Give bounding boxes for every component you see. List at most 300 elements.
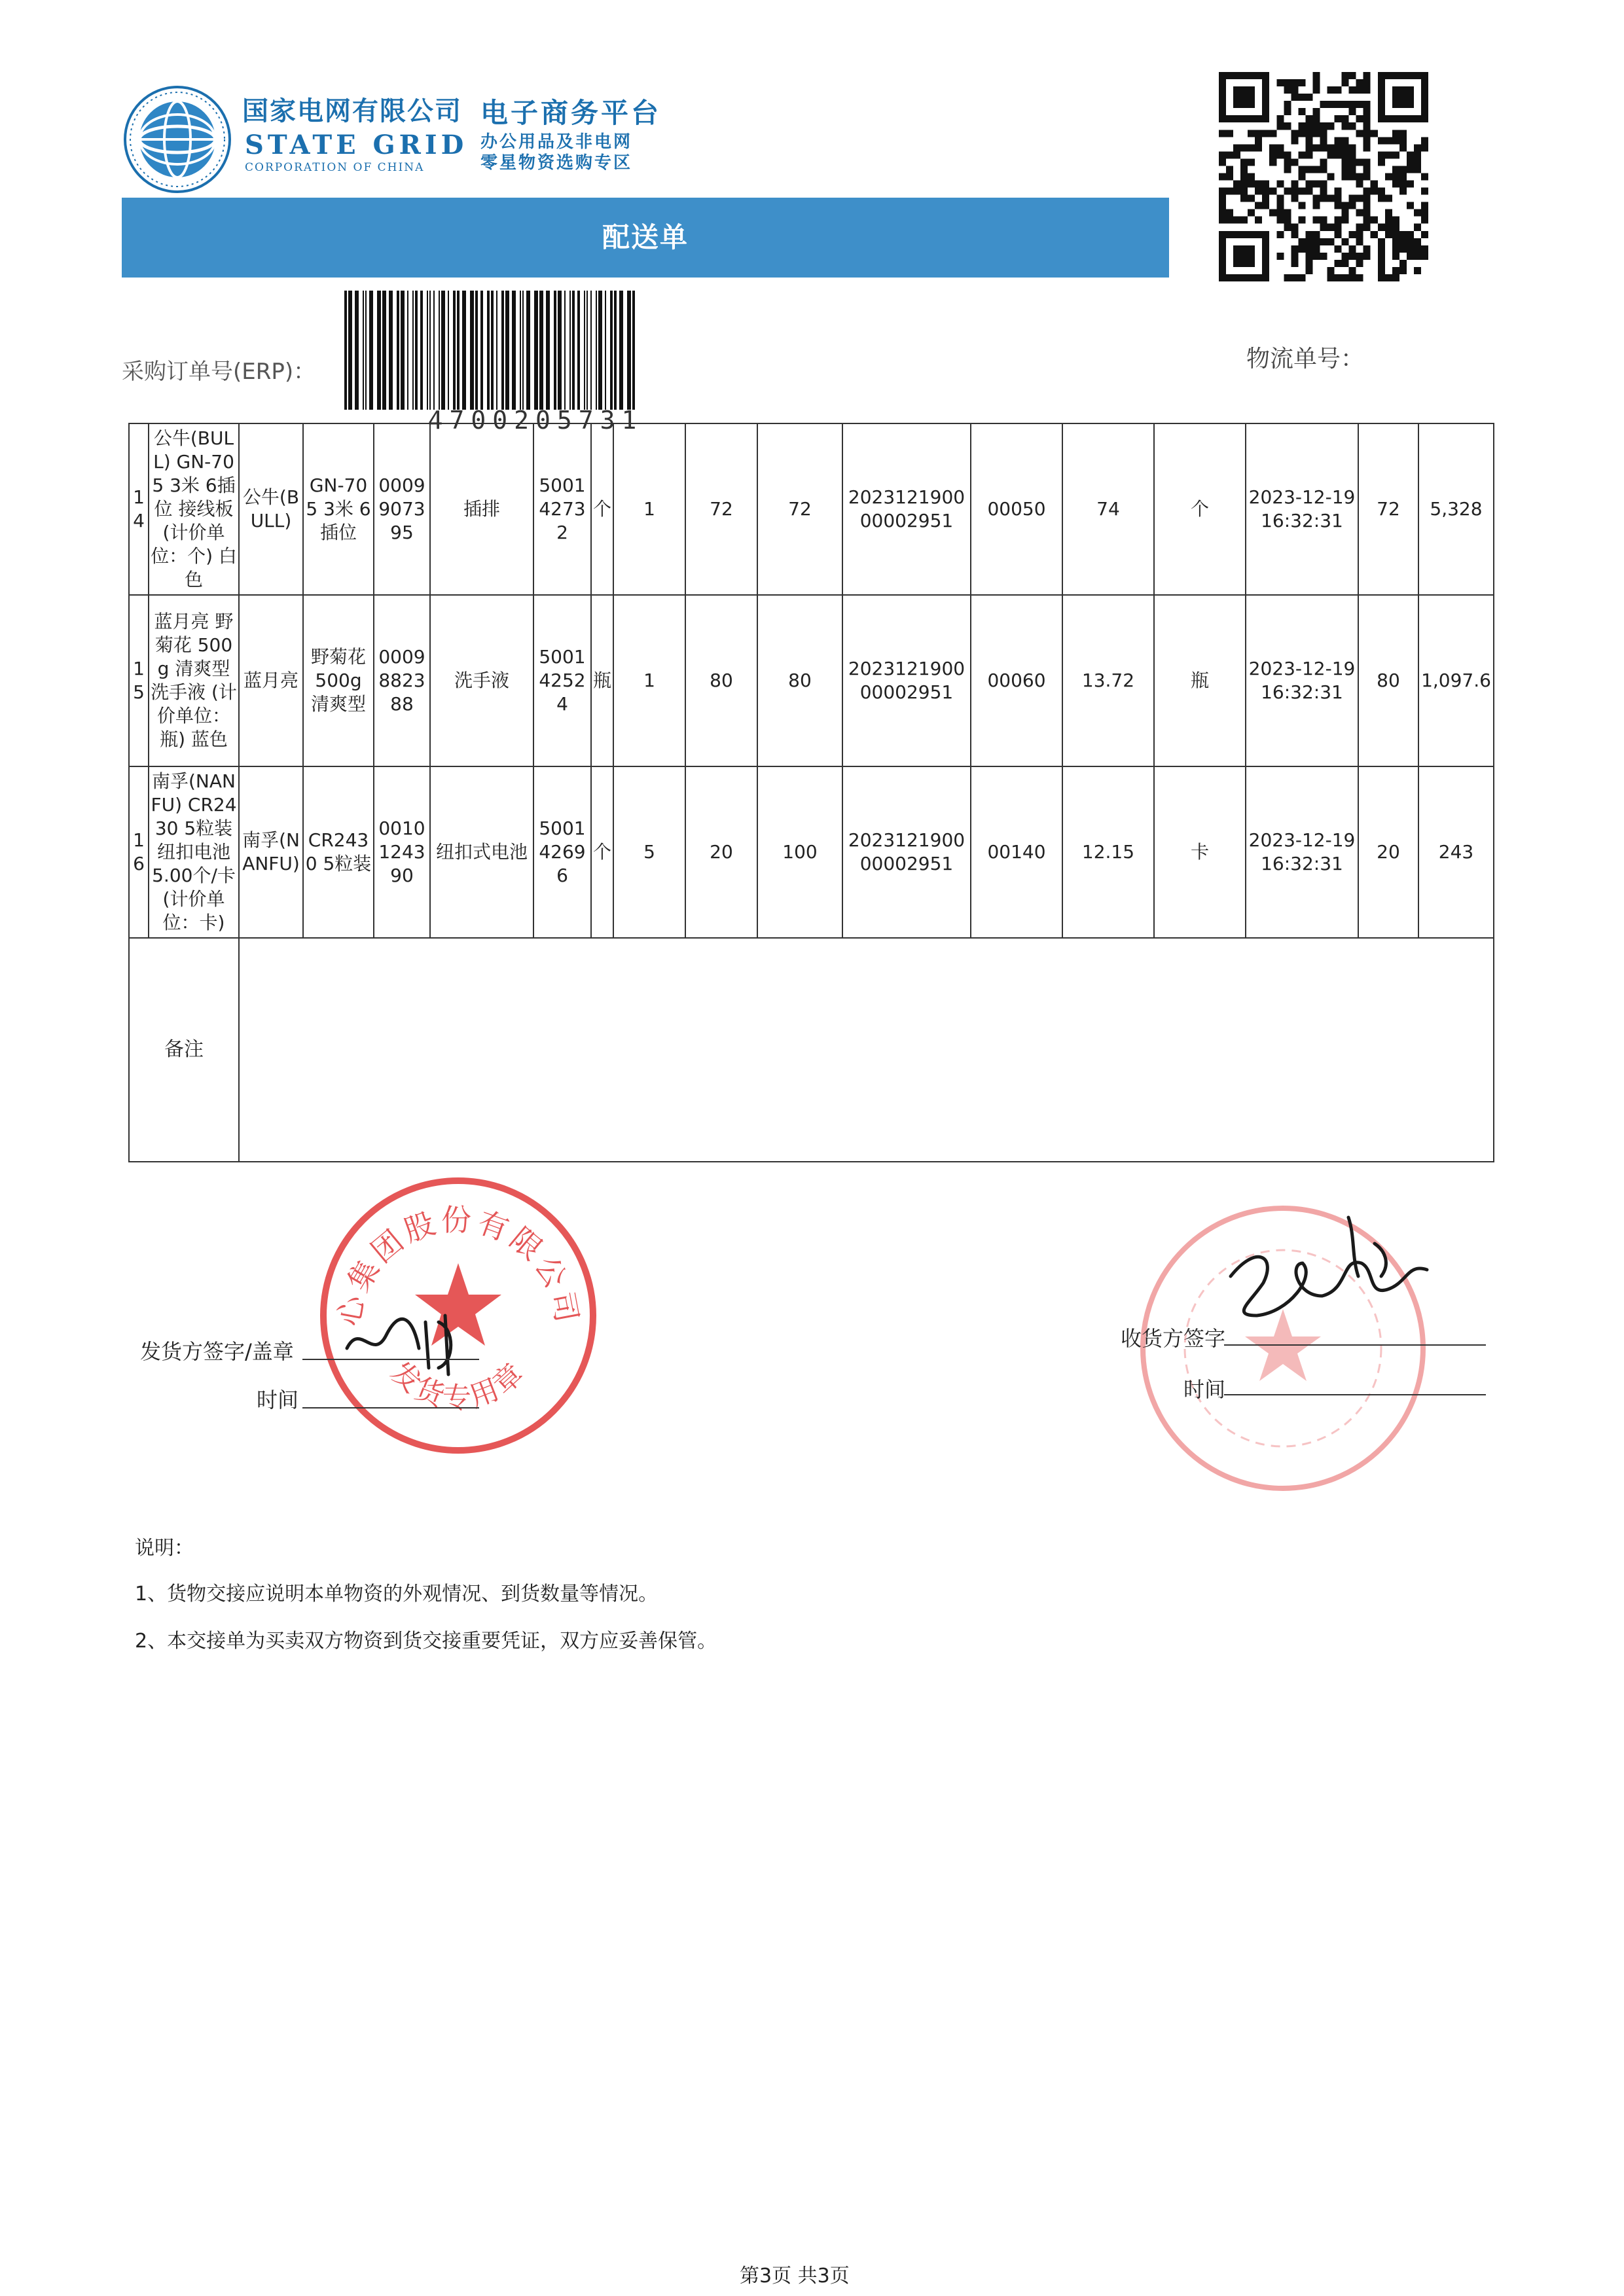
material-code-cell: 500142732 — [533, 423, 591, 595]
qr-module — [1385, 209, 1392, 217]
qr-module — [1291, 137, 1298, 144]
qr-module — [1284, 274, 1291, 281]
barcode-bar — [441, 291, 445, 410]
packing-qty-cell: 1 — [613, 423, 685, 595]
qr-module — [1312, 166, 1320, 173]
sender-time-line — [302, 1407, 479, 1408]
barcode-bar — [475, 291, 478, 410]
qr-module — [1335, 101, 1342, 108]
qr-module — [1363, 130, 1371, 137]
qr-module — [1226, 173, 1233, 180]
barcode-bar — [505, 291, 509, 410]
qr-module — [1385, 224, 1392, 231]
qr-module — [1298, 151, 1305, 158]
qr-module — [1356, 238, 1363, 245]
qr-module — [1421, 202, 1428, 209]
qr-module — [1349, 245, 1356, 253]
barcode-bar — [496, 291, 497, 410]
qr-code — [1219, 72, 1428, 281]
qr-module — [1262, 188, 1269, 195]
page-number: 第3页 共3页 — [740, 2265, 850, 2287]
qr-module — [1363, 202, 1371, 209]
packing-qty-cell: 1 — [613, 595, 685, 766]
item-description-cell: 公牛(BULL) GN-705 3米 6插位 接线板 (计价单位：个) 白色 — [149, 423, 239, 595]
qr-module — [1363, 245, 1371, 253]
qr-module — [1392, 245, 1399, 253]
qr-module — [1363, 115, 1371, 122]
qr-module — [1312, 122, 1320, 130]
company-name-en: STATE GRID — [245, 130, 468, 160]
qr-module — [1385, 217, 1392, 224]
qr-module — [1342, 217, 1349, 224]
qr-module — [1349, 158, 1356, 166]
line-amount-cell: 5,328 — [1418, 423, 1494, 595]
barcode-bar — [605, 291, 606, 410]
barcode-bar — [632, 291, 635, 410]
barcode-bar — [412, 291, 414, 410]
qr-module — [1363, 166, 1371, 173]
qr-module — [1312, 79, 1320, 86]
qr-module — [1305, 238, 1312, 245]
barcode-bar — [590, 291, 592, 410]
qr-module — [1349, 72, 1356, 79]
quantity-total-cell: 72 — [757, 423, 842, 595]
barcode-bar — [429, 291, 431, 410]
item-unit-cell: 瓶 — [591, 595, 613, 766]
qr-module — [1298, 202, 1305, 209]
qr-module — [1414, 224, 1421, 231]
qr-module — [1233, 181, 1240, 188]
table-row — [129, 766, 1494, 938]
qr-module — [1342, 151, 1349, 158]
qr-module — [1226, 217, 1233, 224]
delivery-datetime-cell: 2023-12-19 16:32:31 — [1246, 595, 1358, 766]
qr-module — [1233, 151, 1240, 158]
item-category-cell: 洗手液 — [430, 595, 533, 766]
qr-module — [1248, 130, 1255, 137]
qr-module — [1298, 166, 1305, 173]
qr-module — [1219, 173, 1226, 180]
qr-module — [1378, 151, 1385, 158]
qr-module — [1255, 181, 1262, 188]
qr-module — [1363, 108, 1371, 115]
qr-module — [1219, 217, 1226, 224]
item-spec-cell: GN-705 3米 6插位 — [303, 423, 374, 595]
qr-module — [1335, 217, 1342, 224]
sender-handwritten-signature — [340, 1302, 471, 1381]
qr-module — [1335, 137, 1342, 144]
qr-module — [1312, 202, 1320, 209]
qr-module — [1284, 188, 1291, 195]
item-unit-cell: 个 — [591, 423, 613, 595]
qr-module — [1226, 151, 1233, 158]
qr-module — [1327, 267, 1335, 274]
qr-module — [1240, 181, 1248, 188]
barcode-bar — [526, 291, 530, 410]
qr-module — [1407, 181, 1414, 188]
barcode-bar — [487, 291, 490, 410]
qr-module — [1305, 115, 1312, 122]
qr-module — [1414, 238, 1421, 245]
qr-module — [1284, 166, 1291, 173]
qr-module — [1378, 267, 1385, 274]
qr-module — [1312, 181, 1320, 188]
barcode-bar — [522, 291, 524, 410]
qr-module — [1399, 130, 1407, 137]
qr-module — [1291, 181, 1298, 188]
qr-module — [1349, 195, 1356, 202]
qr-module — [1399, 245, 1407, 253]
item-category-cell: 插排 — [430, 423, 533, 595]
qr-module — [1276, 253, 1284, 260]
qr-module — [1378, 224, 1385, 231]
qr-module — [1291, 274, 1298, 281]
receiver-handwritten-signature — [1218, 1204, 1440, 1335]
qr-module — [1392, 130, 1399, 137]
qr-module — [1349, 202, 1356, 209]
barcode-bar — [598, 291, 602, 410]
barcode-bar — [619, 291, 623, 410]
unit-price-cell: 13.72 — [1062, 595, 1154, 766]
qr-module — [1327, 173, 1335, 180]
line-number-cell: 00050 — [971, 423, 1062, 595]
state-grid-logo — [122, 84, 233, 195]
pricing-unit-cell: 卡 — [1154, 766, 1246, 938]
qr-module — [1335, 151, 1342, 158]
qr-module — [1385, 195, 1392, 202]
remarks-row — [129, 938, 1494, 1162]
qr-module — [1276, 115, 1284, 122]
qr-module — [1298, 94, 1305, 101]
qr-module — [1284, 108, 1291, 115]
qr-module — [1363, 195, 1371, 202]
qr-module — [1363, 144, 1371, 151]
barcode-bar — [554, 291, 556, 410]
item-code-cell: 0010124390 — [374, 766, 430, 938]
qr-module — [1342, 144, 1349, 151]
delivery-datetime-cell: 2023-12-19 16:32:31 — [1246, 423, 1358, 595]
qr-module — [1342, 79, 1349, 86]
barcode-bar — [627, 291, 631, 410]
qr-module — [1342, 209, 1349, 217]
note-item: 1、货物交接应说明本单物资的外观情况、到货数量等情况。 — [135, 1583, 659, 1605]
qr-module — [1407, 231, 1414, 238]
qr-module — [1356, 86, 1363, 94]
qr-module — [1363, 188, 1371, 195]
qr-module — [1385, 173, 1392, 180]
barcode-bar — [433, 291, 435, 410]
order-number-cell: 202312190000002951 — [842, 423, 971, 595]
qr-module — [1276, 209, 1284, 217]
qr-module — [1255, 137, 1262, 144]
qr-module — [1399, 144, 1407, 151]
qr-module — [1356, 253, 1363, 260]
qr-module — [1284, 224, 1291, 231]
qr-module — [1342, 122, 1349, 130]
qr-module — [1312, 72, 1320, 79]
qr-module — [1414, 245, 1421, 253]
qr-module — [1276, 181, 1284, 188]
qr-module — [1320, 195, 1327, 202]
qr-module — [1356, 260, 1363, 267]
qr-module — [1399, 181, 1407, 188]
qr-module — [1291, 158, 1298, 166]
qr-module — [1312, 86, 1320, 94]
qr-module — [1356, 115, 1363, 122]
qr-module — [1363, 158, 1371, 166]
qr-module — [1320, 130, 1327, 137]
qr-module — [1421, 173, 1428, 180]
barcode-bar — [439, 291, 440, 410]
qr-module — [1284, 101, 1291, 108]
qr-module — [1414, 209, 1421, 217]
sender-signature-label: 发货方签字/盖章 — [140, 1339, 294, 1364]
qr-module — [1276, 79, 1284, 86]
qr-module — [1363, 137, 1371, 144]
barcode-bar — [480, 291, 483, 410]
qr-module — [1312, 115, 1320, 122]
qr-module — [1414, 166, 1421, 173]
qr-module — [1335, 188, 1342, 195]
qr-module — [1320, 144, 1327, 151]
qr-module — [1240, 158, 1248, 166]
qr-module — [1262, 195, 1269, 202]
barcode-bar — [397, 291, 399, 410]
qr-module — [1421, 245, 1428, 253]
qr-module — [1269, 188, 1276, 195]
barcode-bar — [427, 291, 428, 410]
barcode-bar — [546, 291, 550, 410]
qr-module — [1399, 166, 1407, 173]
qr-module — [1219, 188, 1226, 195]
qr-module — [1335, 224, 1342, 231]
qr-module — [1248, 209, 1255, 217]
qr-module — [1421, 188, 1428, 195]
qr-module — [1305, 151, 1312, 158]
barcode-bar — [577, 291, 580, 410]
qr-module — [1305, 188, 1312, 195]
line-amount-cell: 1,097.6 — [1418, 595, 1494, 766]
qr-module — [1407, 245, 1414, 253]
qr-module — [1305, 260, 1312, 267]
qr-module — [1342, 253, 1349, 260]
qr-module — [1414, 144, 1421, 151]
qr-module — [1305, 122, 1312, 130]
qr-module — [1342, 166, 1349, 173]
qr-module — [1335, 144, 1342, 151]
material-code-cell: 500142524 — [533, 595, 591, 766]
qr-module — [1349, 151, 1356, 158]
qr-module — [1312, 253, 1320, 260]
qr-module — [1327, 224, 1335, 231]
qr-module — [1255, 217, 1262, 224]
qr-module — [1356, 158, 1363, 166]
pricing-unit-cell: 个 — [1154, 423, 1246, 595]
qr-module — [1356, 274, 1363, 281]
qr-module — [1312, 245, 1320, 253]
qr-module — [1363, 122, 1371, 130]
order-number-cell: 202312190000002951 — [842, 595, 971, 766]
qr-module — [1291, 94, 1298, 101]
quantity-total-cell: 100 — [757, 766, 842, 938]
item-brand-cell: 公牛(BULL) — [239, 423, 303, 595]
barcode-bar — [470, 291, 474, 410]
qr-module — [1219, 202, 1226, 209]
qr-module — [1320, 253, 1327, 260]
qr-module — [1291, 260, 1298, 267]
barcode-bar — [462, 291, 466, 410]
qr-module — [1349, 173, 1356, 180]
qr-module — [1219, 130, 1226, 137]
barcode-bar — [363, 291, 364, 410]
qr-finder-module — [1233, 245, 1255, 267]
barcode-bar — [584, 291, 585, 410]
qr-module — [1320, 238, 1327, 245]
qr-module — [1392, 181, 1399, 188]
qr-module — [1248, 173, 1255, 180]
qr-module — [1363, 72, 1371, 79]
qr-module — [1399, 137, 1407, 144]
qr-module — [1342, 115, 1349, 122]
qr-module — [1312, 130, 1320, 137]
unit-price-cell: 12.15 — [1062, 766, 1154, 938]
barcode-bar — [569, 291, 571, 410]
qr-module — [1335, 231, 1342, 238]
qr-module — [1349, 166, 1356, 173]
qr-module — [1356, 224, 1363, 231]
line-amount-cell: 243 — [1418, 766, 1494, 938]
platform-subtitle-1: 办公用品及非电网 — [480, 132, 633, 152]
unit-price-cell: 74 — [1062, 423, 1154, 595]
qr-module — [1320, 224, 1327, 231]
qr-module — [1305, 253, 1312, 260]
delivered-quantity-cell: 72 — [1358, 423, 1418, 595]
qr-module — [1407, 253, 1414, 260]
delivered-quantity-cell: 20 — [1358, 766, 1418, 938]
qr-module — [1320, 181, 1327, 188]
qr-module — [1291, 195, 1298, 202]
qr-module — [1312, 144, 1320, 151]
qr-module — [1363, 224, 1371, 231]
qr-module — [1392, 253, 1399, 260]
qr-module — [1312, 231, 1320, 238]
item-description-cell: 南孚(NANFU) CR2430 5粒装 纽扣电池 5.00个/卡 (计价单位：卡) — [149, 766, 239, 938]
qr-module — [1371, 181, 1378, 188]
barcode-bar — [389, 291, 393, 410]
barcode-bar — [348, 291, 352, 410]
qr-module — [1378, 195, 1385, 202]
table-row — [129, 595, 1494, 766]
qr-module — [1378, 274, 1385, 281]
qr-module — [1248, 195, 1255, 202]
qr-module — [1248, 144, 1255, 151]
row-index-cell: 14 — [129, 423, 149, 595]
sender-time-label: 时间 — [257, 1388, 299, 1412]
qr-module — [1385, 274, 1392, 281]
qr-module — [1385, 151, 1392, 158]
barcode-bar — [407, 291, 408, 410]
barcode-bar — [512, 291, 516, 410]
qr-module — [1392, 267, 1399, 274]
qr-module — [1378, 158, 1385, 166]
erp-order-number: 4700205731 — [427, 406, 643, 435]
qr-module — [1291, 245, 1298, 253]
barcode-bar — [558, 291, 562, 410]
qr-module — [1378, 260, 1385, 267]
qr-module — [1262, 202, 1269, 209]
barcode-bar — [457, 291, 460, 410]
qr-module — [1284, 79, 1291, 86]
qr-module — [1269, 209, 1276, 217]
note-item: 2、本交接单为买卖双方物资到货交接重要凭证，双方应妥善保管。 — [135, 1630, 717, 1653]
qr-module — [1421, 209, 1428, 217]
qr-module — [1219, 195, 1226, 202]
qr-finder-module — [1392, 86, 1414, 108]
qr-module — [1342, 202, 1349, 209]
qr-module — [1342, 101, 1349, 108]
qr-module — [1320, 166, 1327, 173]
qr-module — [1421, 253, 1428, 260]
qr-module — [1233, 144, 1240, 151]
barcode-bar — [355, 291, 359, 410]
qr-module — [1291, 86, 1298, 94]
qr-module — [1363, 253, 1371, 260]
qr-module — [1320, 217, 1327, 224]
qr-module — [1298, 108, 1305, 115]
qr-module — [1392, 137, 1399, 144]
qr-module — [1327, 101, 1335, 108]
line-number-cell: 00140 — [971, 766, 1062, 938]
qr-module — [1320, 188, 1327, 195]
qr-module — [1363, 217, 1371, 224]
qr-module — [1312, 238, 1320, 245]
qr-module — [1219, 158, 1226, 166]
qr-module — [1327, 86, 1335, 94]
item-spec-cell: 野菊花 500g 清爽型 — [303, 595, 374, 766]
qr-module — [1276, 151, 1284, 158]
qr-module — [1421, 144, 1428, 151]
qr-module — [1262, 181, 1269, 188]
qr-module — [1335, 274, 1342, 281]
qr-module — [1327, 238, 1335, 245]
qr-module — [1276, 217, 1284, 224]
barcode-bar — [365, 291, 367, 410]
notes-title: 说明： — [135, 1537, 194, 1560]
delivery-datetime-cell: 2023-12-19 16:32:31 — [1246, 766, 1358, 938]
qr-module — [1392, 217, 1399, 224]
qr-module — [1335, 115, 1342, 122]
qr-module — [1378, 188, 1385, 195]
quantity-total-cell: 80 — [757, 595, 842, 766]
qr-module — [1305, 94, 1312, 101]
qr-module — [1305, 231, 1312, 238]
qr-module — [1276, 122, 1284, 130]
qr-module — [1240, 188, 1248, 195]
qr-module — [1363, 101, 1371, 108]
qr-module — [1298, 173, 1305, 180]
qr-module — [1298, 238, 1305, 245]
qr-module — [1269, 151, 1276, 158]
sender-signature-line — [302, 1359, 479, 1360]
barcode-bar — [369, 291, 373, 410]
qr-module — [1298, 79, 1305, 86]
qr-module — [1298, 274, 1305, 281]
platform-subtitle-2: 零星物资选购专区 — [480, 153, 633, 173]
qr-module — [1240, 173, 1248, 180]
qr-module — [1399, 238, 1407, 245]
qr-module — [1399, 173, 1407, 180]
quantity-cell: 20 — [685, 766, 757, 938]
